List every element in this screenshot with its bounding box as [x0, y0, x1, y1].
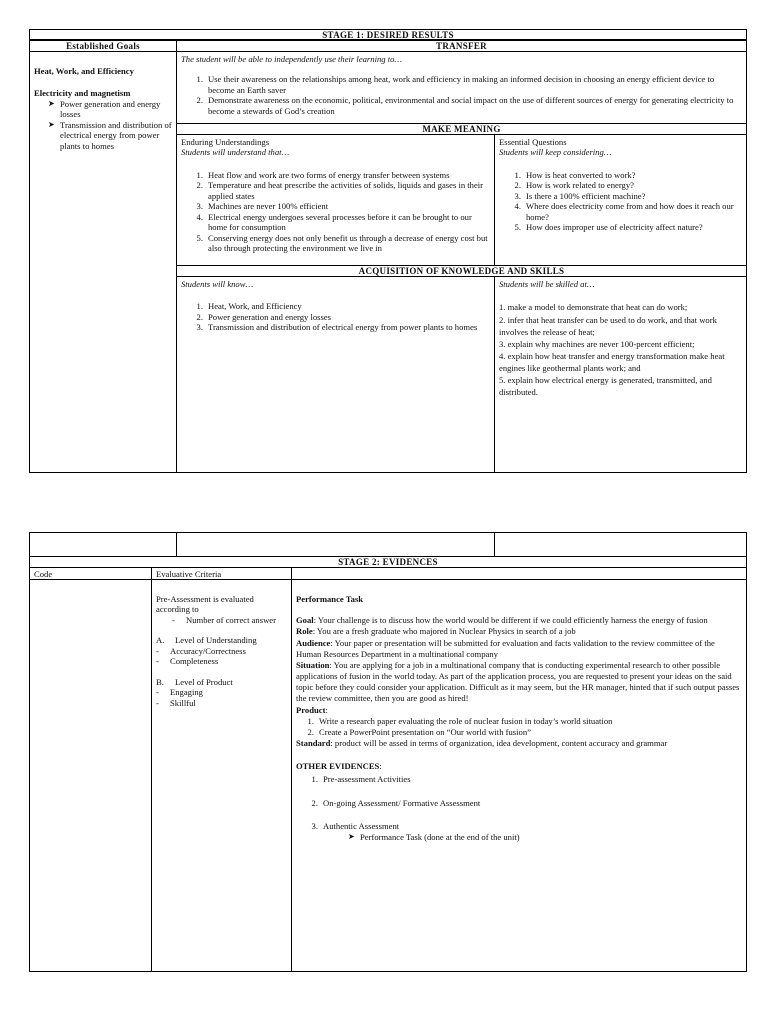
goal-item: ➤ Power generation and energy losses [48, 98, 161, 120]
make-meaning-header: MAKE MEANING [176, 123, 747, 135]
arrow-bullet-icon: ➤ [48, 119, 55, 129]
acquisition-header: ACQUISITION OF KNOWLEDGE AND SKILLS [176, 265, 747, 277]
criteria-b-item: - Engaging [156, 687, 203, 698]
established-goals-cell [29, 51, 177, 473]
code-cell [29, 579, 152, 972]
role-paragraph: Role: You are a fresh graduate who majored in Nuclear Physics in search of a job [296, 626, 576, 637]
skilled-item: 3. explain why machines are never 100-percent efficient; [499, 338, 695, 349]
skilled-item: 5. explain how electrical energy is generated, transmitted, and distributed. [499, 374, 712, 397]
enduring-intro: Students will understand that… [181, 147, 290, 158]
enduring-item: 5. Conserving energy does not only benefit us through a decrease of energy cost but also through protecting the environment we live in [196, 232, 488, 254]
stage2-title: STAGE 2: EVIDENCES [29, 556, 747, 568]
transfer-item: 1. Use their awareness on the relationships among heat, work and efficiency in making an informed decision in choosing an energy efficient device to become an Earth saver [196, 74, 715, 95]
situation-paragraph: Situation: You are applying for a job in a multinational company that is conducting experimental research to other possible applications of fusion in the world today. As part of the application process, you are requested to present your ideas on the said topic before they could consider your application. Difficult as it may seem, but the HR manager, hinted that if such output passes the review committee, then you are good as hired! [296, 659, 740, 704]
other-evidence-item: 2. On-going Assessment/ Formative Assessment [311, 797, 481, 808]
know-item: 3. Transmission and distribution of electrical energy from power plants to homes [196, 322, 478, 333]
essential-intro: Students will keep considering… [499, 147, 612, 158]
criteria-a-item: - Completeness [156, 656, 219, 667]
essential-item: 2. How is work related to energy? [514, 180, 634, 191]
enduring-item: 3. Machines are never 100% efficient [196, 201, 329, 212]
criteria-b-title: B. Level of Product [156, 676, 233, 687]
other-evidence-item: 3. Authentic Assessment [311, 820, 400, 831]
skilled-intro: Students will be skilled at… [499, 279, 595, 289]
enduring-item: 1. Heat flow and work are two forms of energy transfer between systems [196, 169, 450, 180]
know-intro: Students will know… [181, 279, 254, 289]
essential-item: 4. Where does electricity come from and how does it reach our home? [514, 201, 734, 222]
goal-title-heat: Heat, Work, and Efficiency [34, 66, 134, 76]
essential-item: 5. How does improper use of electricity affect nature? [514, 222, 703, 233]
essential-item: 3. Is there a 100% efficient machine? [514, 190, 646, 201]
goal-paragraph: Goal: Your challenge is to discuss how the world would be different if we could efficiently harness the energy of fusion [296, 615, 708, 626]
skilled-item: 4. explain how heat transfer and energy transformation make heat engines like geothermal plants work; and [499, 350, 725, 373]
transfer-header: TRANSFER [176, 40, 747, 52]
transfer-item: 2. Demonstrate awareness on the economic, political, environmental and social impact on the use of different sources of energy for generating electricity to become a stewards of God’s creation [196, 95, 734, 116]
blank-cell-right [494, 532, 747, 557]
criteria-b-item: - Skillful [156, 697, 196, 708]
enduring-understandings-cell [176, 134, 495, 266]
criteria-header: Evaluative Criteria [151, 567, 292, 580]
blank-cell-middle [176, 532, 495, 557]
criteria-intro: Pre-Assessment is evaluated according to [156, 594, 254, 615]
essential-title: Essential Questions [499, 137, 567, 147]
product-paragraph: Product: [296, 704, 328, 715]
audience-paragraph: Audience: Your paper or presentation will be submitted for evaluation and facts validation to the review committee of the Human Resources Department in a multinational company [296, 637, 715, 659]
enduring-item: 2. Temperature and heat prescribe the activities of solids, liquids and gases in their applied states [196, 180, 484, 201]
performance-task-title: Performance Task [296, 594, 364, 604]
essential-item: 1. How is heat converted to work? [514, 169, 636, 180]
stage1-title: STAGE 1: DESIRED RESULTS [29, 29, 747, 40]
enduring-title: Enduring Understandings [181, 137, 270, 147]
skilled-item: 1. make a model to demonstrate that heat can do work; [499, 302, 688, 313]
transfer-intro: The student will be able to independently use their learning to… [181, 54, 403, 64]
know-item: 2. Power generation and energy losses [196, 311, 331, 322]
enduring-item: 4. Electrical energy undergoes several processes before it can be brought to our home for consumption [196, 211, 472, 233]
students-will-be-skilled-cell [494, 276, 747, 473]
essential-questions-cell [494, 134, 747, 266]
product-item: 1. Write a research paper evaluating the role of nuclear fusion in today’s world situation [307, 715, 613, 726]
goal-title-electricity: Electricity and magnetism [34, 88, 131, 99]
standard-paragraph: Standard: product will be assed in terms of organization, idea development, content accuracy and grammar [296, 738, 668, 749]
skilled-item: 2. infer that heat transfer can be used to do work, and that work involves the release of heat; [499, 314, 717, 337]
criteria-a-title: A. Level of Understanding [156, 635, 257, 646]
criteria-cell [151, 579, 292, 972]
arrow-bullet-icon: ➤ [348, 831, 355, 841]
authentic-sub-item: ➤ Performance Task (done at the end of the unit) [348, 831, 520, 842]
other-evidences-title: OTHER EVIDENCES: [296, 761, 382, 772]
established-goals-header: Established Goals [29, 40, 177, 52]
performance-task-cell [291, 579, 747, 972]
blank-cell-left [29, 532, 177, 557]
code-header: Code [29, 567, 152, 580]
transfer-cell [176, 51, 747, 124]
arrow-bullet-icon: ➤ [48, 98, 55, 108]
students-will-know-cell [176, 276, 495, 473]
criteria-a-item: - Accuracy/Correctness [156, 645, 246, 656]
other-evidence-item: 1. Pre-assessment Activities [311, 774, 411, 785]
know-item: 1. Heat, Work, and Efficiency [196, 301, 302, 312]
product-item: 2. Create a PowerPoint presentation on “Our world with fusion” [307, 726, 531, 737]
criteria-pre-item: - Number of correct answer [172, 614, 276, 625]
goal-item: ➤ Transmission and distribution of electrical energy from power plants to homes [48, 119, 172, 151]
